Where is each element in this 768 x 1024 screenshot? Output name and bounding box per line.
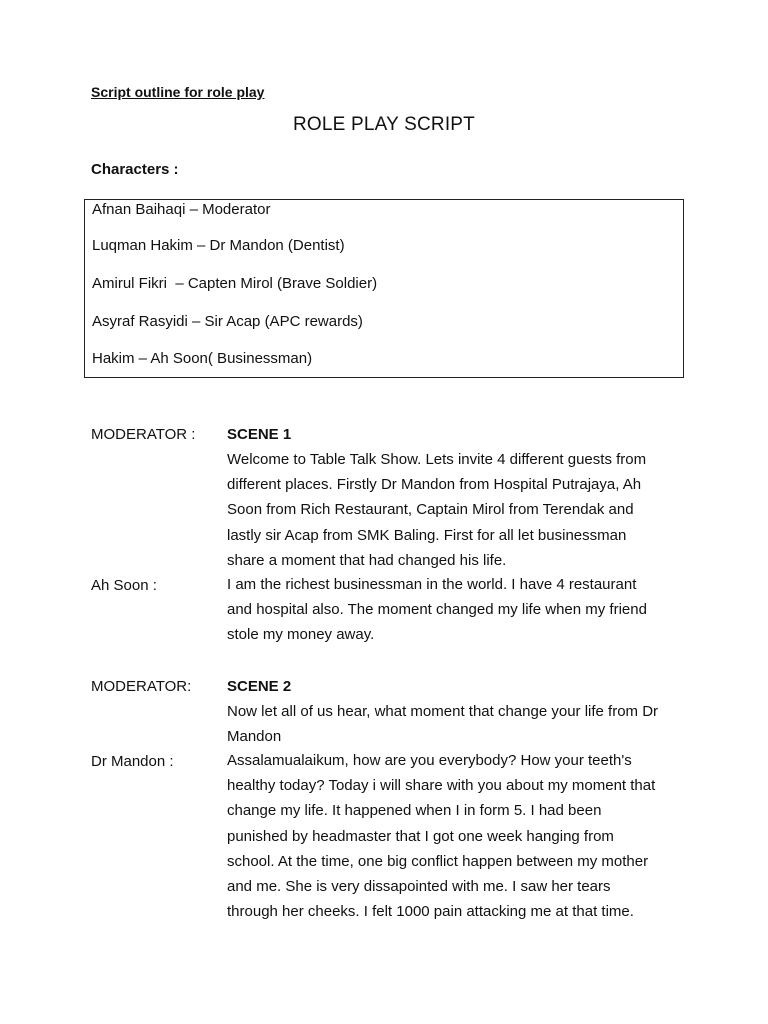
dialogue-text	[227, 447, 687, 573]
dialogue-text	[227, 748, 687, 924]
dialogue-line: and me. She is very dissapointed with me. I saw her tears	[227, 878, 611, 896]
character-item: Amirul Fikri – Capten Mirol (Brave Soldier)	[92, 275, 378, 292]
character-item: Luqman Hakim – Dr Mandon (Dentist)	[92, 237, 345, 254]
page-title: ROLE PLAY SCRIPT	[292, 114, 475, 135]
dialogue-line: different places. Firstly Dr Mandon from Hospital Putrajaya, Ah	[227, 476, 642, 494]
dialogue-line: school. At the time, one big conflict happen between my mother	[227, 852, 649, 870]
dialogue-line: Mandon	[227, 728, 282, 746]
characters-heading: Characters :	[91, 161, 179, 178]
dialogue-line: share a moment that had changed his life.	[227, 551, 507, 569]
dialogue-line: punished by headmaster that I got one week hanging from	[227, 827, 614, 845]
dialogue-line: healthy today? Today i will share with you about my moment that	[227, 777, 656, 795]
dialogue-line: change my life. It happened when I in form 5. I had been	[227, 802, 602, 820]
dialogue-line: stole my money away.	[227, 626, 375, 644]
dialogue-line: I am the richest businessman in the world. I have 4 restaurant	[227, 576, 637, 593]
dialogue-line: Welcome to Table Talk Show. Lets invite 4 different guests from	[227, 451, 647, 468]
dialogue-line: through her cheeks. I felt 1000 pain attacking me at that time.	[227, 903, 634, 921]
speaker-label: Dr Mandon :	[91, 753, 174, 770]
character-item: Afnan Baihaqi – Moderator	[92, 201, 271, 218]
scene-heading: SCENE 2	[227, 678, 292, 695]
speaker-label: Ah Soon :	[91, 577, 157, 594]
speaker-label: MODERATOR:	[91, 678, 192, 695]
dialogue-line: Assalamualaikum, how are you everybody? How your teeth's	[227, 752, 632, 769]
dialogue-line: Now let all of us hear, what moment that change your life from Dr	[227, 703, 659, 720]
speaker-label: MODERATOR :	[91, 426, 196, 443]
character-item: Hakim – Ah Soon( Businessman)	[92, 350, 313, 367]
dialogue-text	[227, 572, 687, 648]
dialogue-line: lastly sir Acap from SMK Baling. First for all let businessman	[227, 526, 627, 544]
characters-box	[84, 199, 684, 378]
outline-heading: Script outline for role play	[91, 84, 265, 100]
dialogue-line: and hospital also. The moment changed my life when my friend	[227, 601, 647, 619]
scene-heading: SCENE 1	[227, 426, 292, 443]
dialogue-text	[227, 699, 687, 749]
character-item: Asyraf Rasyidi – Sir Acap (APC rewards)	[92, 313, 363, 330]
dialogue-line: Soon from Rich Restaurant, Captain Mirol from Terendak and	[227, 501, 634, 519]
